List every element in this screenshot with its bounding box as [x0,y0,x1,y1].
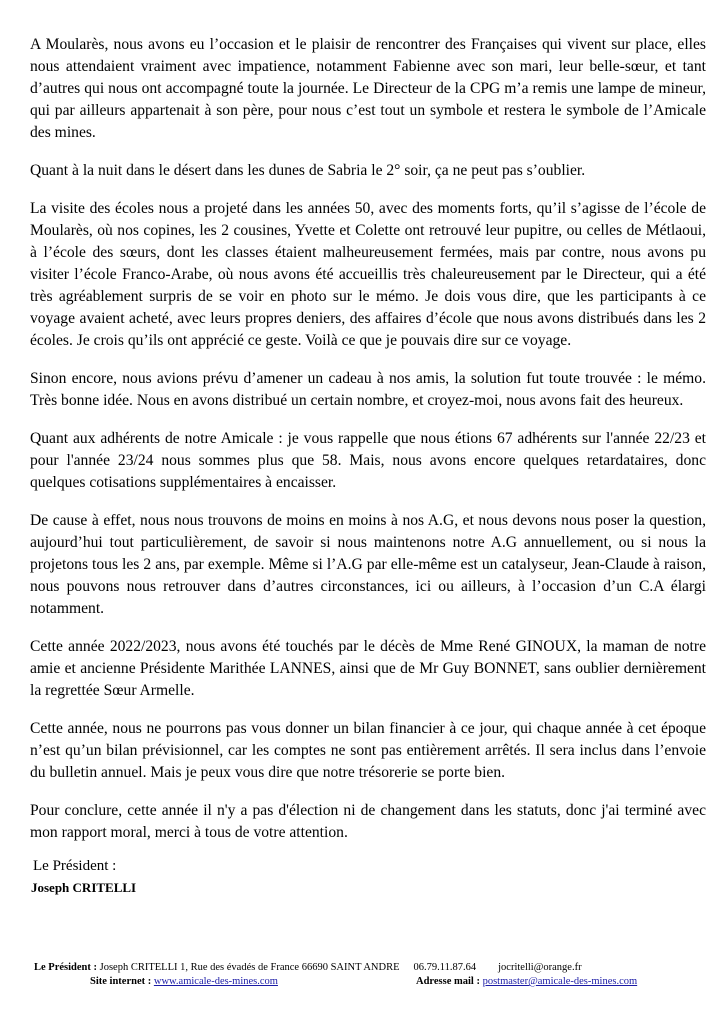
footer-mail-line [416,976,637,987]
footer-site-link[interactable]: www.amicale-des-mines.com [153,976,278,987]
report-body [30,34,706,860]
paragraph-finances: Cette année, nous ne pourrons pas vous donner un bilan financier à ce jour, qui chaque année à cet époque n’est qu’un bilan prévisionnel, car les comptes ne sont pas entièrement arrêtés. Il sera inclus dans l’envoie du bulletin annuel. Mais je peux vous dire que notre trésorerie se porte bien. [30,720,706,781]
footer-email[interactable]: jocritelli@orange.fr [498,962,582,973]
paragraph-desert-night: Quant à la nuit dans le désert dans les dunes de Sabria le 2° soir, ça ne peut pas s’oublier. [30,162,586,179]
paragraph-gift: Sinon encore, nous avions prévu d’amener un cadeau à nos amis, la solution fut toute trouvée : le mémo. Très bonne idée. Nous en avons distribué un certain nombre, et croyez-moi, nous avons fait des heureux. [30,370,706,409]
paragraph-moulares: A Moularès, nous avons eu l’occasion et le plaisir de rencontrer des Françaises qui vivent sur place, elles nous attendaient vraiment avec impatience, notamment Fabienne avec son mari, leur belle-sœur, et tant d’autres qui nous ont accompagné toute la journée. Le Directeur de la CPG m’a remis une lampe de mineur, qui par ailleurs appartenait à son père, pour nous c’est tout un symbole et restera le symbole de l’Amicale des mines. [30,36,706,141]
paragraph-general-assembly: De cause à effet, nous nous trouvons de moins en moins à nos A.G, et nous devons nous poser la question, aujourd’hui tout particulièrement, de savoir si nous maintenons notre A.G annuellement, ou si nous la projetons tous les 2 ans, par exemple. Même si l’A.G par elle-même est un catalyseur, Jean-Claude à raison, nous pouvons nous retrouver dans d’autres circonstances, ici ou ailleurs, à l’occasion d’un C.A élargi notamment. [30,512,706,617]
footer-phone: 06.79.11.87.64 [413,962,477,973]
paragraph-conclusion: Pour conclure, cette année il n'y a pas d'élection ni de changement dans les statuts, donc j'ai terminé avec mon rapport moral, merci à tous de votre attention. [30,802,706,841]
footer-site-label: Site internet : [90,976,152,987]
footer-president-line [34,962,582,973]
signature-title: Le Président : [33,858,117,874]
footer-president-label: Le Président : [34,962,97,973]
paragraph-condolences: Cette année 2022/2023, nous avons été touchés par le décès de Mme René GINOUX, la maman de notre amie et ancienne Présidente Marithée LANNES, ainsi que de Mr Guy BONNET, sans oublier dernièrement la regrettée Sœur Armelle. [30,638,706,699]
footer-mail-link[interactable]: postmaster@amicale-des-mines.com [482,976,638,987]
footer-president-address: Joseph CRITELLI 1, Rue des évadés de France 66690 SAINT ANDRE [99,962,400,973]
footer-mail-label: Adresse mail : [416,976,480,987]
footer-site-line [90,976,278,987]
signature-name: Joseph CRITELLI [31,880,137,895]
paragraph-members: Quant aux adhérents de notre Amicale : je vous rappelle que nous étions 67 adhérents sur l'année 22/23 et pour l'année 23/24 nous sommes plus que 58. Mais, nous avons encore quelques retardataires, donc quelques cotisations supplémentaires à encaisser. [30,430,706,491]
paragraph-school-visit: La visite des écoles nous a projeté dans les années 50, avec des moments forts, qu’il s’agisse de l’école de Moularès, où nos copines, les 2 cousines, Yvette et Colette ont retrouvé leur pupitre, ou celles de Métlaoui, à l’école des sœurs, dont les classes étaient malheureusement fermées, mais par contre, nous avons pu visiter l’école Franco-Arabe, où nous avons été accueillis très chaleureusement par le Directeur, qui a été très agréablement surpris de se voir en photo sur le mémo. Je dois vous dire, que les participants à ce voyage avaient acheté, avec leurs propres deniers, des affaires d’école que nous avons distribués dans les 2 écoles. Je crois qu’ils ont apprécié ce geste. Voilà ce que je pouvais dire sur ce voyage. [30,200,706,349]
